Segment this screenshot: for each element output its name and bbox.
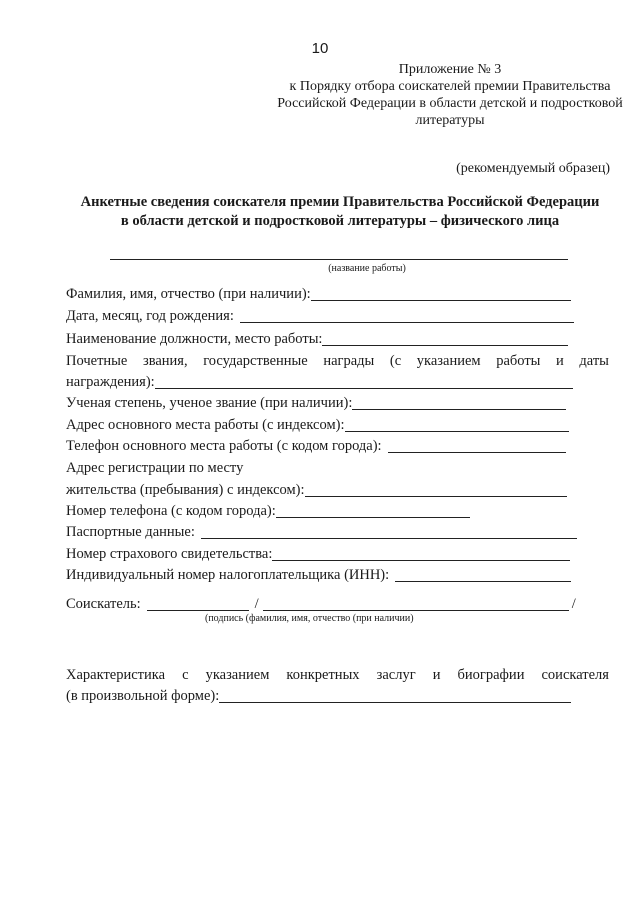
awards-field-line1 <box>66 352 609 370</box>
field-line[interactable] <box>155 388 573 389</box>
field-label: награждения): <box>66 374 155 390</box>
birth-date-field[interactable] <box>66 307 574 325</box>
field-label: Телефон основного места работы (с кодом города): <box>66 438 382 454</box>
slash: / <box>571 596 576 612</box>
word: даты <box>579 353 609 369</box>
form-title-line: Анкетные сведения соискателя премии Правительства Российской Федерации <box>80 194 600 210</box>
word: звания, <box>142 353 188 369</box>
signature-name-line[interactable] <box>263 610 569 611</box>
word: биографии <box>457 667 525 683</box>
signature-caption: (подпись (фамилия, имя, отчество (при наличии) <box>205 613 414 624</box>
appendix-line: к Порядку отбора соискателей премии Правительства <box>289 79 611 94</box>
field-label: (в произвольной форме): <box>66 688 220 704</box>
position-field[interactable] <box>66 330 568 348</box>
field-line[interactable] <box>305 496 567 497</box>
word: и <box>556 353 564 369</box>
insurance-field[interactable] <box>66 545 570 563</box>
field-line[interactable] <box>219 702 571 703</box>
word: конкретных <box>286 667 360 683</box>
field-label: жительства (пребывания) с индексом): <box>66 482 305 498</box>
field-label: Индивидуальный номер налогоплательщика (ИНН): <box>66 567 390 583</box>
word: Характеристика <box>66 667 166 683</box>
word: награды <box>323 353 375 369</box>
field-line[interactable] <box>322 345 568 346</box>
form-title-line: в области детской и подростковой литературы – физического лица <box>120 213 560 229</box>
word: заслуг <box>376 667 416 683</box>
signature-row <box>66 595 576 613</box>
full-name-field[interactable] <box>66 285 571 303</box>
field-line[interactable] <box>272 560 570 561</box>
field-line[interactable] <box>345 431 569 432</box>
signature-line[interactable] <box>147 610 249 611</box>
sample-note: (рекомендуемый образец) <box>456 161 610 176</box>
appendix-line: Приложение № 3 <box>398 62 502 77</box>
work-address-field[interactable] <box>66 416 569 434</box>
field-label: Адрес регистрации по месту <box>66 460 244 476</box>
characteristic-line1 <box>66 666 609 684</box>
characteristic-field[interactable] <box>66 687 571 705</box>
field-label: Номер страхового свидетельства: <box>66 546 273 562</box>
word: работы <box>496 353 541 369</box>
field-line[interactable] <box>311 300 571 301</box>
degree-field[interactable] <box>66 394 566 412</box>
form-title <box>40 193 640 231</box>
reg-address-label <box>66 459 243 477</box>
word: государственные <box>203 353 308 369</box>
field-label: Номер телефона (с кодом города): <box>66 503 276 519</box>
awards-field[interactable] <box>66 373 573 391</box>
signature-label: Соискатель: <box>66 596 141 612</box>
field-line[interactable] <box>201 538 577 539</box>
work-title-line[interactable] <box>110 259 568 260</box>
page-number: 10 <box>311 40 329 57</box>
field-line[interactable] <box>240 322 574 323</box>
field-line[interactable] <box>388 452 566 453</box>
field-label: Ученая степень, ученое звание (при наличии): <box>66 395 353 411</box>
work-phone-field[interactable] <box>66 437 566 455</box>
field-label: Фамилия, имя, отчество (при наличии): <box>66 286 311 302</box>
field-line[interactable] <box>276 517 470 518</box>
slash: / <box>254 596 259 612</box>
appendix-line: литературы <box>415 113 485 128</box>
passport-field[interactable] <box>66 523 577 541</box>
field-label: Паспортные данные: <box>66 524 195 540</box>
field-line[interactable] <box>352 409 566 410</box>
word: указанием <box>205 667 270 683</box>
word: соискателя <box>541 667 609 683</box>
field-label: Наименование должности, место работы: <box>66 331 323 347</box>
work-title-caption: (название работы) <box>328 263 406 274</box>
reg-address-field[interactable] <box>66 481 567 499</box>
field-line[interactable] <box>395 581 571 582</box>
word: (с <box>389 353 402 369</box>
word: указанием <box>416 353 481 369</box>
appendix-line: Российской Федерации в области детской и подростковой <box>277 96 623 111</box>
word: и <box>432 667 441 683</box>
word: Почетные <box>66 353 128 369</box>
appendix-header <box>240 61 640 129</box>
word: с <box>182 667 189 683</box>
inn-field[interactable] <box>66 566 571 584</box>
field-label: Адрес основного места работы (с индексом): <box>66 417 345 433</box>
field-label: Дата, месяц, год рождения: <box>66 308 234 324</box>
phone-field[interactable] <box>66 502 470 520</box>
